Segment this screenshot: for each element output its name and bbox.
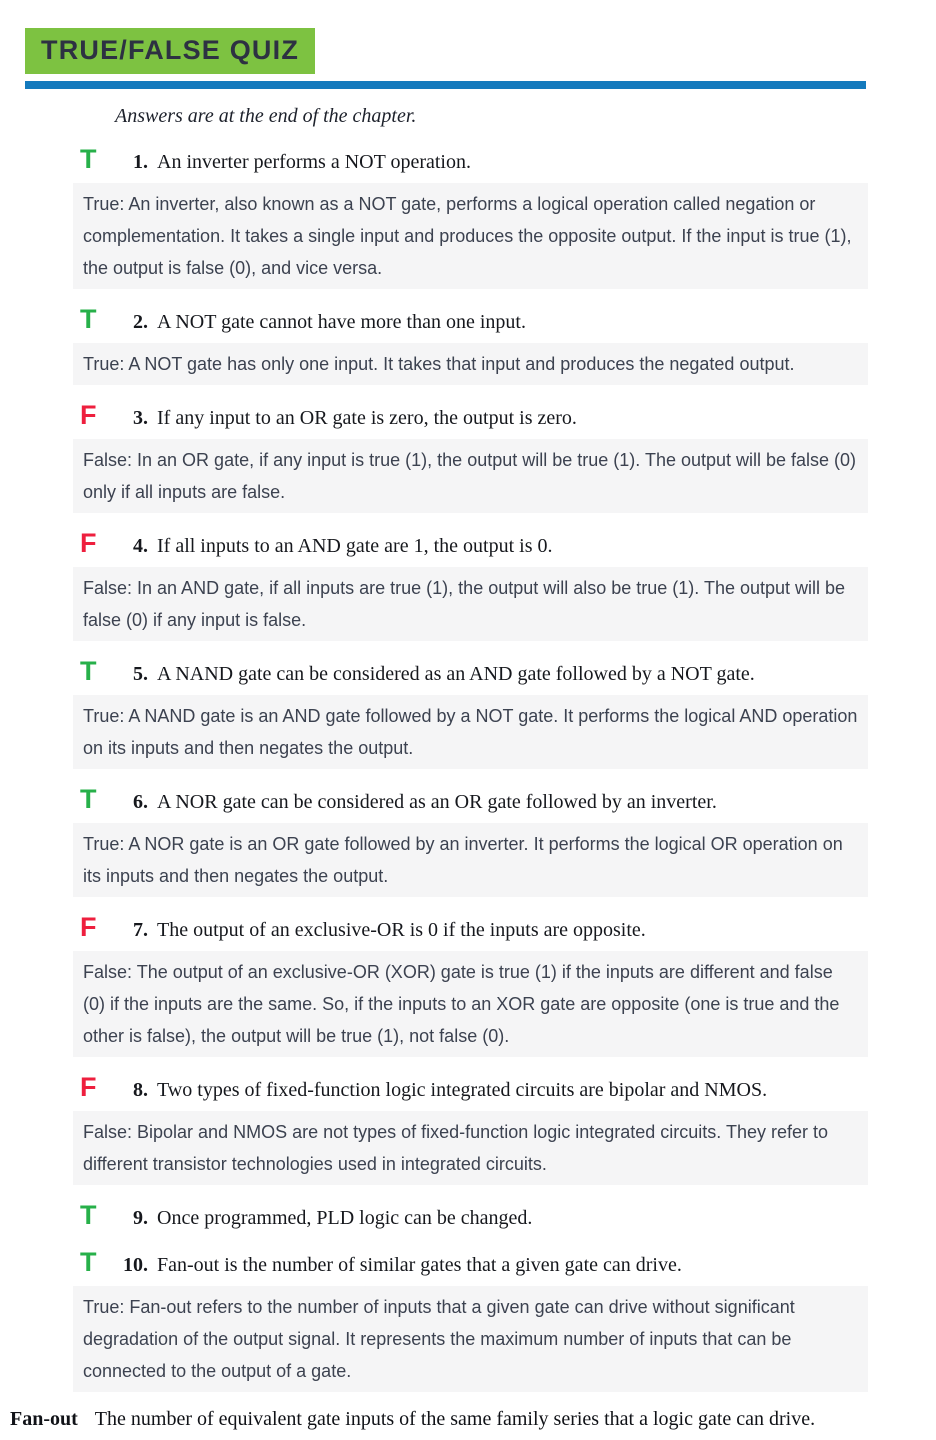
question-item [0,145,936,289]
question-item [0,1201,936,1232]
question-item [0,1248,936,1392]
explanation-box: False: In an OR gate, if any input is true (1), the output will be true (1). The output will be false (0) only if all inputs are false. [73,439,868,513]
question-item [0,401,936,513]
question-text: A NAND gate can be considered as an AND gate followed by a NOT gate. [157,663,755,685]
explanation-box: True: An inverter, also known as a NOT gate, performs a logical operation called negation or complementation. It takes a single input and produces the opposite output. If the input is true (1), the output is false (0), and vice versa. [73,183,868,289]
answer-mark: T [80,656,97,686]
question-number: 7. [133,919,148,941]
explanation-box: True: A NAND gate is an AND gate followed by a NOT gate. It performs the logical AND operation on its inputs and then negates the output. [73,695,868,769]
question-number: 5. [133,663,148,685]
quiz-header [25,28,315,74]
question-list [0,145,936,1392]
question-row [80,1073,936,1104]
question-text: A NOT gate cannot have more than one input. [157,311,526,333]
question-row [80,1201,936,1232]
question-item [0,657,936,769]
question-text: Fan-out is the number of similar gates that a given gate can drive. [157,1254,682,1276]
glossary-definition: The number of equivalent gate inputs of the same family series that a logic gate can drive. [94,1408,816,1430]
explanation-box: True: A NOT gate has only one input. It takes that input and produces the negated output. [73,343,868,385]
glossary-term: Fan-out [10,1408,78,1430]
answer-mark: F [80,1072,97,1102]
question-text: Once programmed, PLD logic can be changed. [157,1207,533,1229]
question-text: If all inputs to an AND gate are 1, the output is 0. [157,535,553,557]
page-title: TRUE/FALSE QUIZ [41,35,300,65]
question-row [80,145,936,176]
question-number: 2. [133,311,148,333]
answer-mark: F [80,912,97,942]
question-text: Two types of fixed-function logic integrated circuits are bipolar and NMOS. [157,1079,768,1101]
question-text: An inverter performs a NOT operation. [157,151,471,173]
question-item [0,529,936,641]
question-number: 4. [133,535,148,557]
question-text: The output of an exclusive-OR is 0 if the inputs are opposite. [157,919,646,941]
answer-mark: T [80,304,97,334]
question-item [0,785,936,897]
question-number: 3. [133,407,148,429]
explanation-box: True: Fan-out refers to the number of inputs that a given gate can drive without significant degradation of the output signal. It represents the maximum number of inputs that can be connected to the output of a gate. [73,1286,868,1392]
answer-mark: F [80,528,97,558]
question-number: 1. [133,151,148,173]
intro-note: Answers are at the end of the chapter. [115,105,417,127]
question-row [80,913,936,944]
answer-mark: T [80,144,97,174]
question-number: 10. [123,1254,148,1276]
explanation-box: False: In an AND gate, if all inputs are true (1), the output will also be true (1). The output will be false (0) if any input is false. [73,567,868,641]
question-item [0,305,936,385]
question-number: 9. [133,1207,148,1229]
question-text: If any input to an OR gate is zero, the output is zero. [157,407,577,429]
question-number: 6. [133,791,148,813]
divider-rule [25,81,866,89]
question-row [80,529,936,560]
answer-mark: T [80,784,97,814]
question-item [0,1073,936,1185]
question-row [80,657,936,688]
question-row [80,401,936,432]
answer-mark: T [80,1247,97,1277]
question-text: A NOR gate can be considered as an OR gate followed by an inverter. [157,791,717,813]
question-row [80,305,936,336]
explanation-box: True: A NOR gate is an OR gate followed by an inverter. It performs the logical OR operation on its inputs and then negates the output. [73,823,868,897]
answer-mark: T [80,1200,97,1230]
question-row [80,785,936,816]
explanation-box: False: The output of an exclusive-OR (XOR) gate is true (1) if the inputs are different and false (0) if the inputs are the same. So, if the inputs to an XOR gate are opposite (one is true and the other is false), the output will be true (1), not false (0). [73,951,868,1057]
question-number: 8. [133,1079,148,1101]
question-row [80,1248,936,1279]
explanation-box: False: Bipolar and NMOS are not types of fixed-function logic integrated circuits. They refer to different transistor technologies used in integrated circuits. [73,1111,868,1185]
answer-mark: F [80,400,97,430]
glossary-line [10,1406,936,1432]
question-item [0,913,936,1057]
